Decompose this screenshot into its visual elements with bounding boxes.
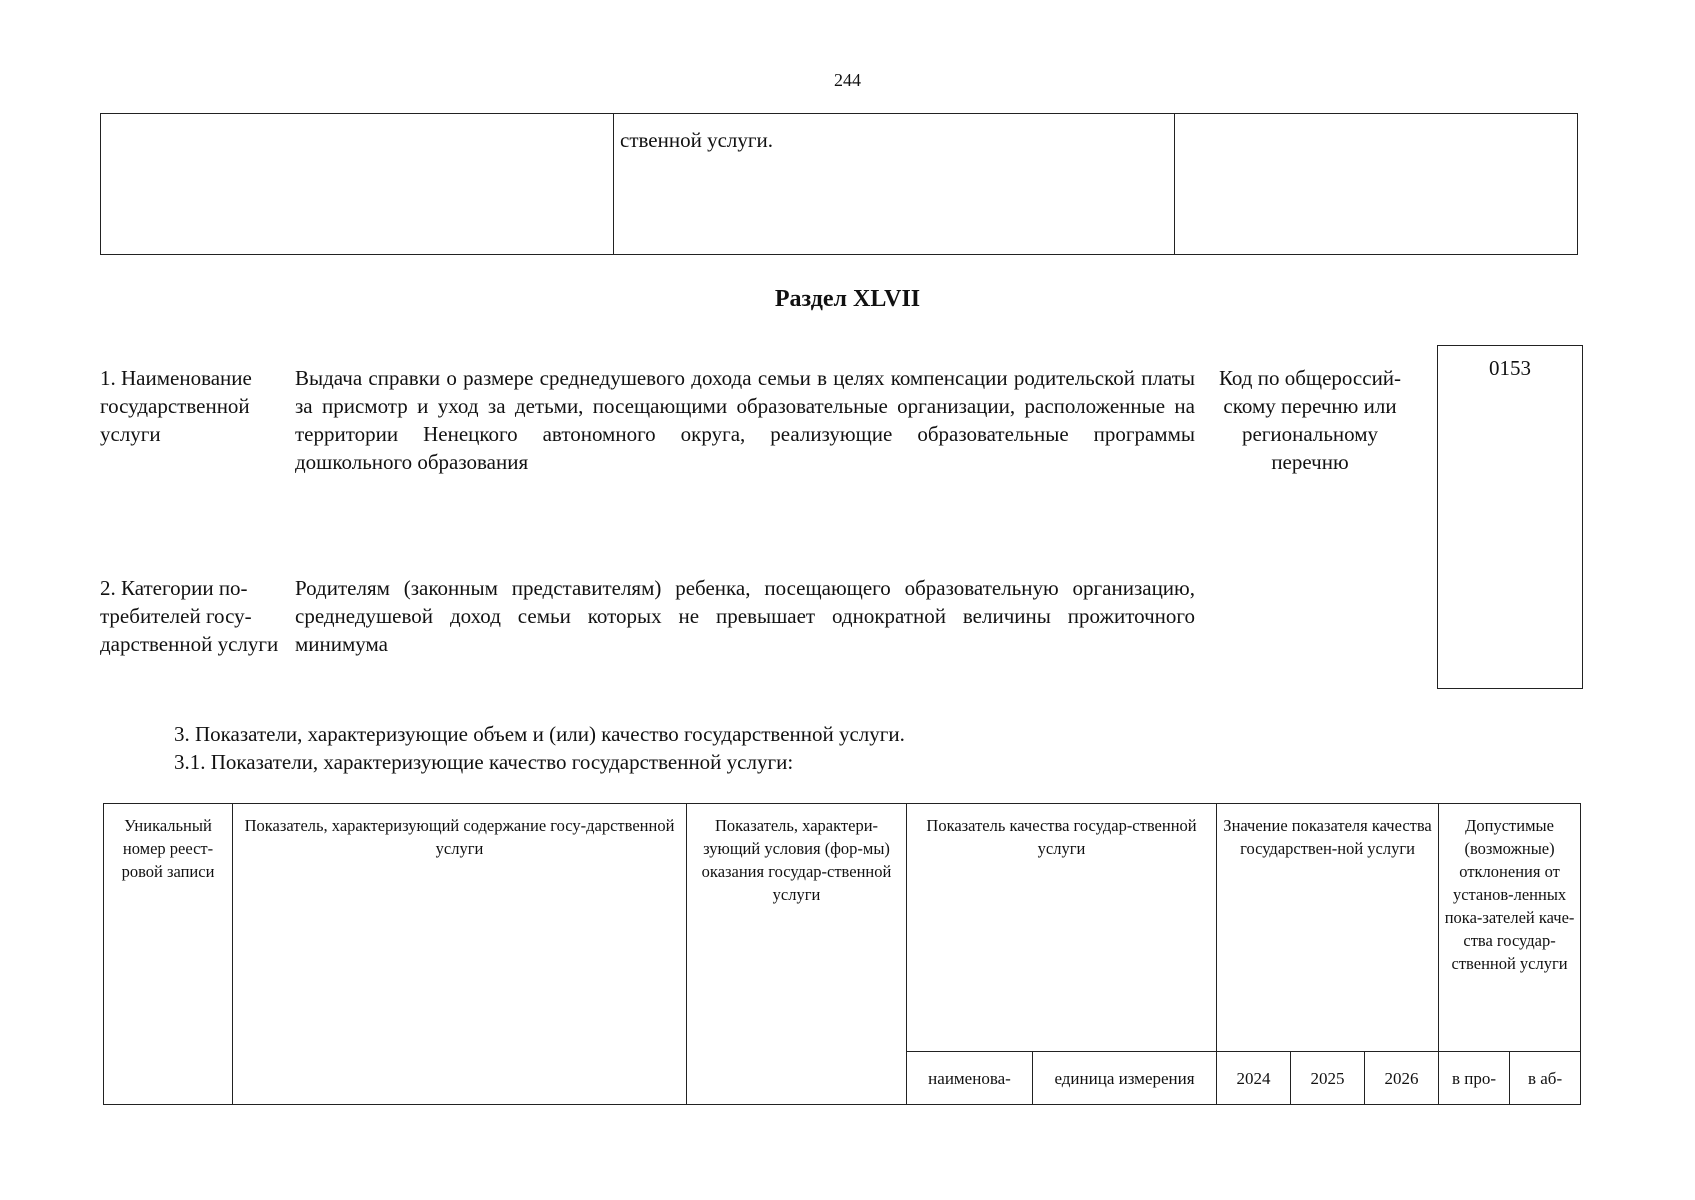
- subheader-name: наименова-: [907, 1052, 1033, 1105]
- code-value: 0153: [1489, 356, 1531, 380]
- consumers-text: Родителям (законным представителям) ребенка, посещающего образовательную организацию, среднедушевой доход семьи которых не превышает однократной величины прожиточного минимума: [295, 576, 1195, 656]
- page-number: 244: [834, 70, 861, 90]
- header-content-indicator: Показатель, характеризующий содержание госу-дарственной услуги: [233, 804, 687, 1105]
- subheader-absolute: в аб-: [1510, 1052, 1581, 1105]
- header-quality-indicator: Показатель качества государ-ственной услуги: [907, 804, 1217, 1052]
- continuation-cell-middle: ственной услуги.: [614, 114, 1175, 255]
- subheader-year-2025: 2025: [1291, 1052, 1365, 1105]
- service-name-text: Выдача справки о размере среднедушевого дохода семьи в целях компенсации родительской платы за присмотр и уход за детьми, посещающими образовательные организации, расположенные на территории Ненецкого автономного округа, реализующие образовательные программы дошкольного образования: [295, 366, 1195, 474]
- subheader-percent: в про-: [1439, 1052, 1510, 1105]
- service-name-label: 1. Наименование государственной услуги: [100, 366, 252, 446]
- header-registry-number: Уникальный номер реест-ровой записи: [104, 804, 233, 1105]
- continuation-table: [100, 113, 1578, 255]
- subheader-unit: единица измерения: [1033, 1052, 1217, 1105]
- continuation-cell-left: [101, 114, 614, 255]
- header-allowed-deviation: Допустимые (возможные) отклонения от установ-ленных пока-зателей каче-ства государ-ственной услуги: [1439, 804, 1581, 1052]
- subheader-year-2024: 2024: [1217, 1052, 1291, 1105]
- indicators-heading: 3. Показатели, характеризующие объем и (или) качество государственной услуги.: [174, 722, 905, 746]
- code-label: Код по общероссий-скому перечню или региональному перечню: [1218, 366, 1402, 474]
- continuation-cell-right: [1175, 114, 1578, 255]
- consumers-label: 2. Категории по-требителей госу-дарственной услуги: [100, 576, 279, 656]
- quality-indicators-table: [103, 803, 1581, 1105]
- header-conditions-indicator: Показатель, характери-зующий условия (фор-мы) оказания государ-ственной услуги: [687, 804, 907, 1105]
- indicators-subheading: 3.1. Показатели, характеризующие качество государственной услуги:: [174, 750, 794, 774]
- subheader-year-2026: 2026: [1365, 1052, 1439, 1105]
- header-indicator-value: Значение показателя качества государствен-ной услуги: [1217, 804, 1439, 1052]
- section-title: Раздел XLVII: [774, 286, 921, 312]
- code-box: [1437, 345, 1583, 689]
